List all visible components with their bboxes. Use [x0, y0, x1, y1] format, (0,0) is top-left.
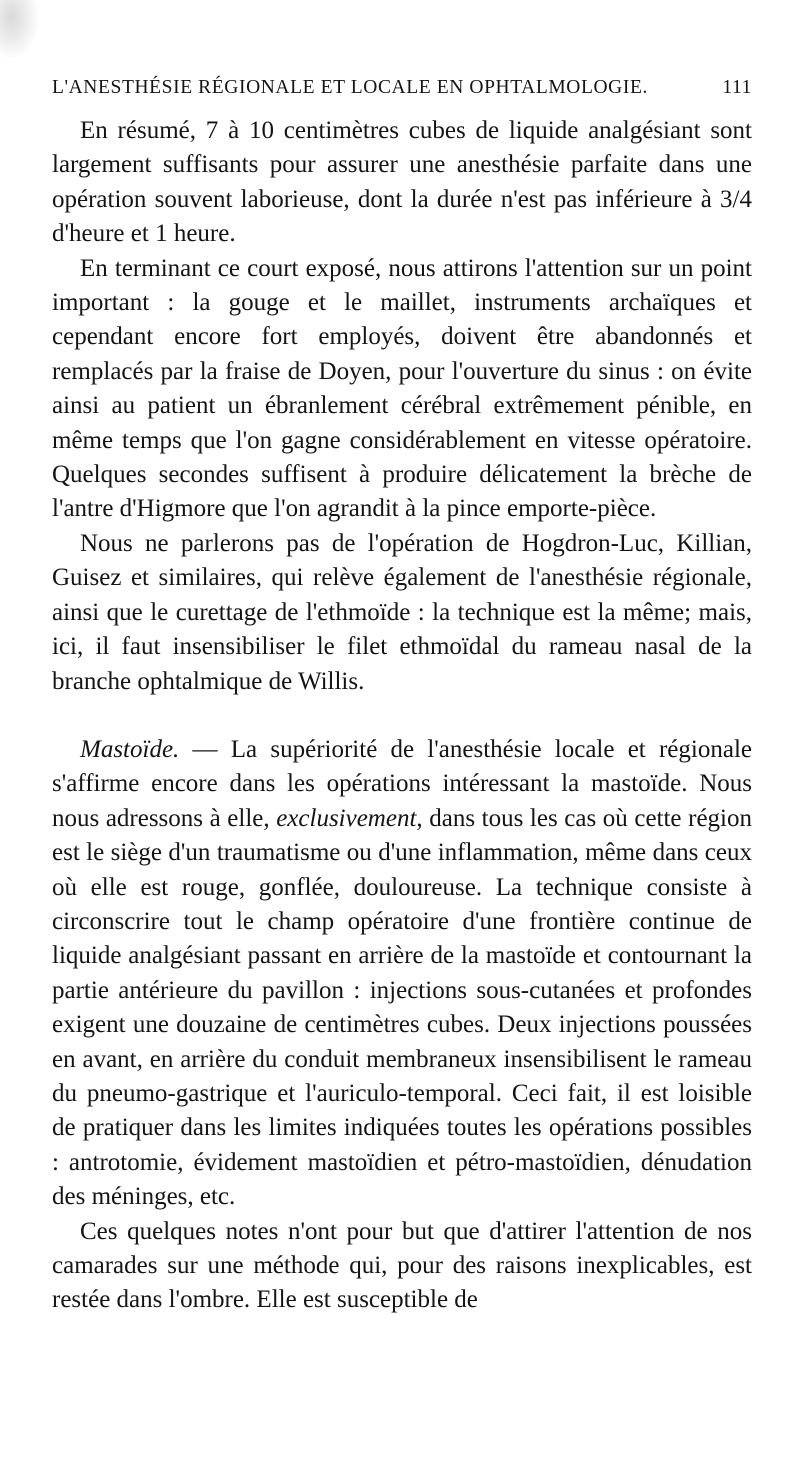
- paragraph-mastoid: [52, 733, 752, 1215]
- scan-smudge: [0, 0, 38, 58]
- paragraph-conclusion: Ces quelques notes n'ont pour but que d'attirer l'attention de nos camarades sur une méthode qui, pour des raisons inexplicables, est restée dans l'ombre. Elle est susceptible de: [52, 1217, 752, 1314]
- paragraph-ethmoid: Nous ne parlerons pas de l'opération de Hogdron-Luc, Killian, Guisez et similaires, qui relève également de l'anesthésie régionale, ainsi que le curettage de l'ethmoïde : la technique est la même; mais, ici, il faut insensibiliser le filet ethmoïdal du rameau nasal de la branche ophtalmique de Willis.: [52, 529, 752, 695]
- running-head: [52, 76, 752, 100]
- mastoid-text-a: — La supériorité de l'anesthésie locale et régionale s'affirme encore dans les opérations intéressant la mastoïde. Nous nous adressons à elle,: [52, 735, 752, 832]
- page-number: 111: [722, 77, 752, 98]
- paragraph-summary: En résumé, 7 à 10 centimètres cubes de liquide analgésiant sont largement suffisants pour assurer une anesthésie parfaite dans une opération souvent laborieuse, dont la durée n'est pas inférieure à 3/4 d'heure et 1 heure.: [52, 117, 752, 248]
- mastoid-emphasis: exclusivement: [276, 804, 417, 832]
- paragraph-instruments: En terminant ce court exposé, nous attirons l'attention sur un point important : la gouge et le maillet, instruments archaïques et cependant encore fort employés, doivent être abandonnés et remplacés par la fraise de Doyen, pour l'ouverture du sinus : on évite ainsi au patient un ébranlement cérébral extrêmement pénible, en même temps que l'on gagne considérablement en vitesse opératoire. Quelques secondes suffisent à produire délicatement la brèche de l'antre d'Higmore que l'on agrandit à la pince emporte-pièce.: [52, 254, 752, 523]
- section-heading-mastoid: Mastoïde.: [80, 735, 180, 763]
- page-body: [52, 114, 752, 1318]
- running-title: L'ANESTHÉSIE RÉGIONALE ET LOCALE EN OPHTALMOLOGIE.: [52, 77, 648, 98]
- mastoid-text-b: , dans tous les cas où cette région est le siège d'un traumatisme ou d'une inflammation, même dans ceux où elle est rouge, gonflée, douloureuse. La technique consiste à circonscrire tout le champ opératoire d'une frontière continue de liquide analgésiant passant en arrière de la mastoïde et contournant la partie antérieure du pavillon : injections sous-cutanées et profondes exigent une douzaine de centimètres cubes. Deux injections poussées en avant, en arrière du conduit membraneux insensibilisent le rameau du pneumo-gastrique et l'auriculo-temporal. Ceci fait, il est loisible de pratiquer dans les limites indiquées toutes les opérations possibles : antrotomie, évidement mastoïdien et pétro-mastoïdien, dénudation des méninges, etc.: [52, 804, 752, 1211]
